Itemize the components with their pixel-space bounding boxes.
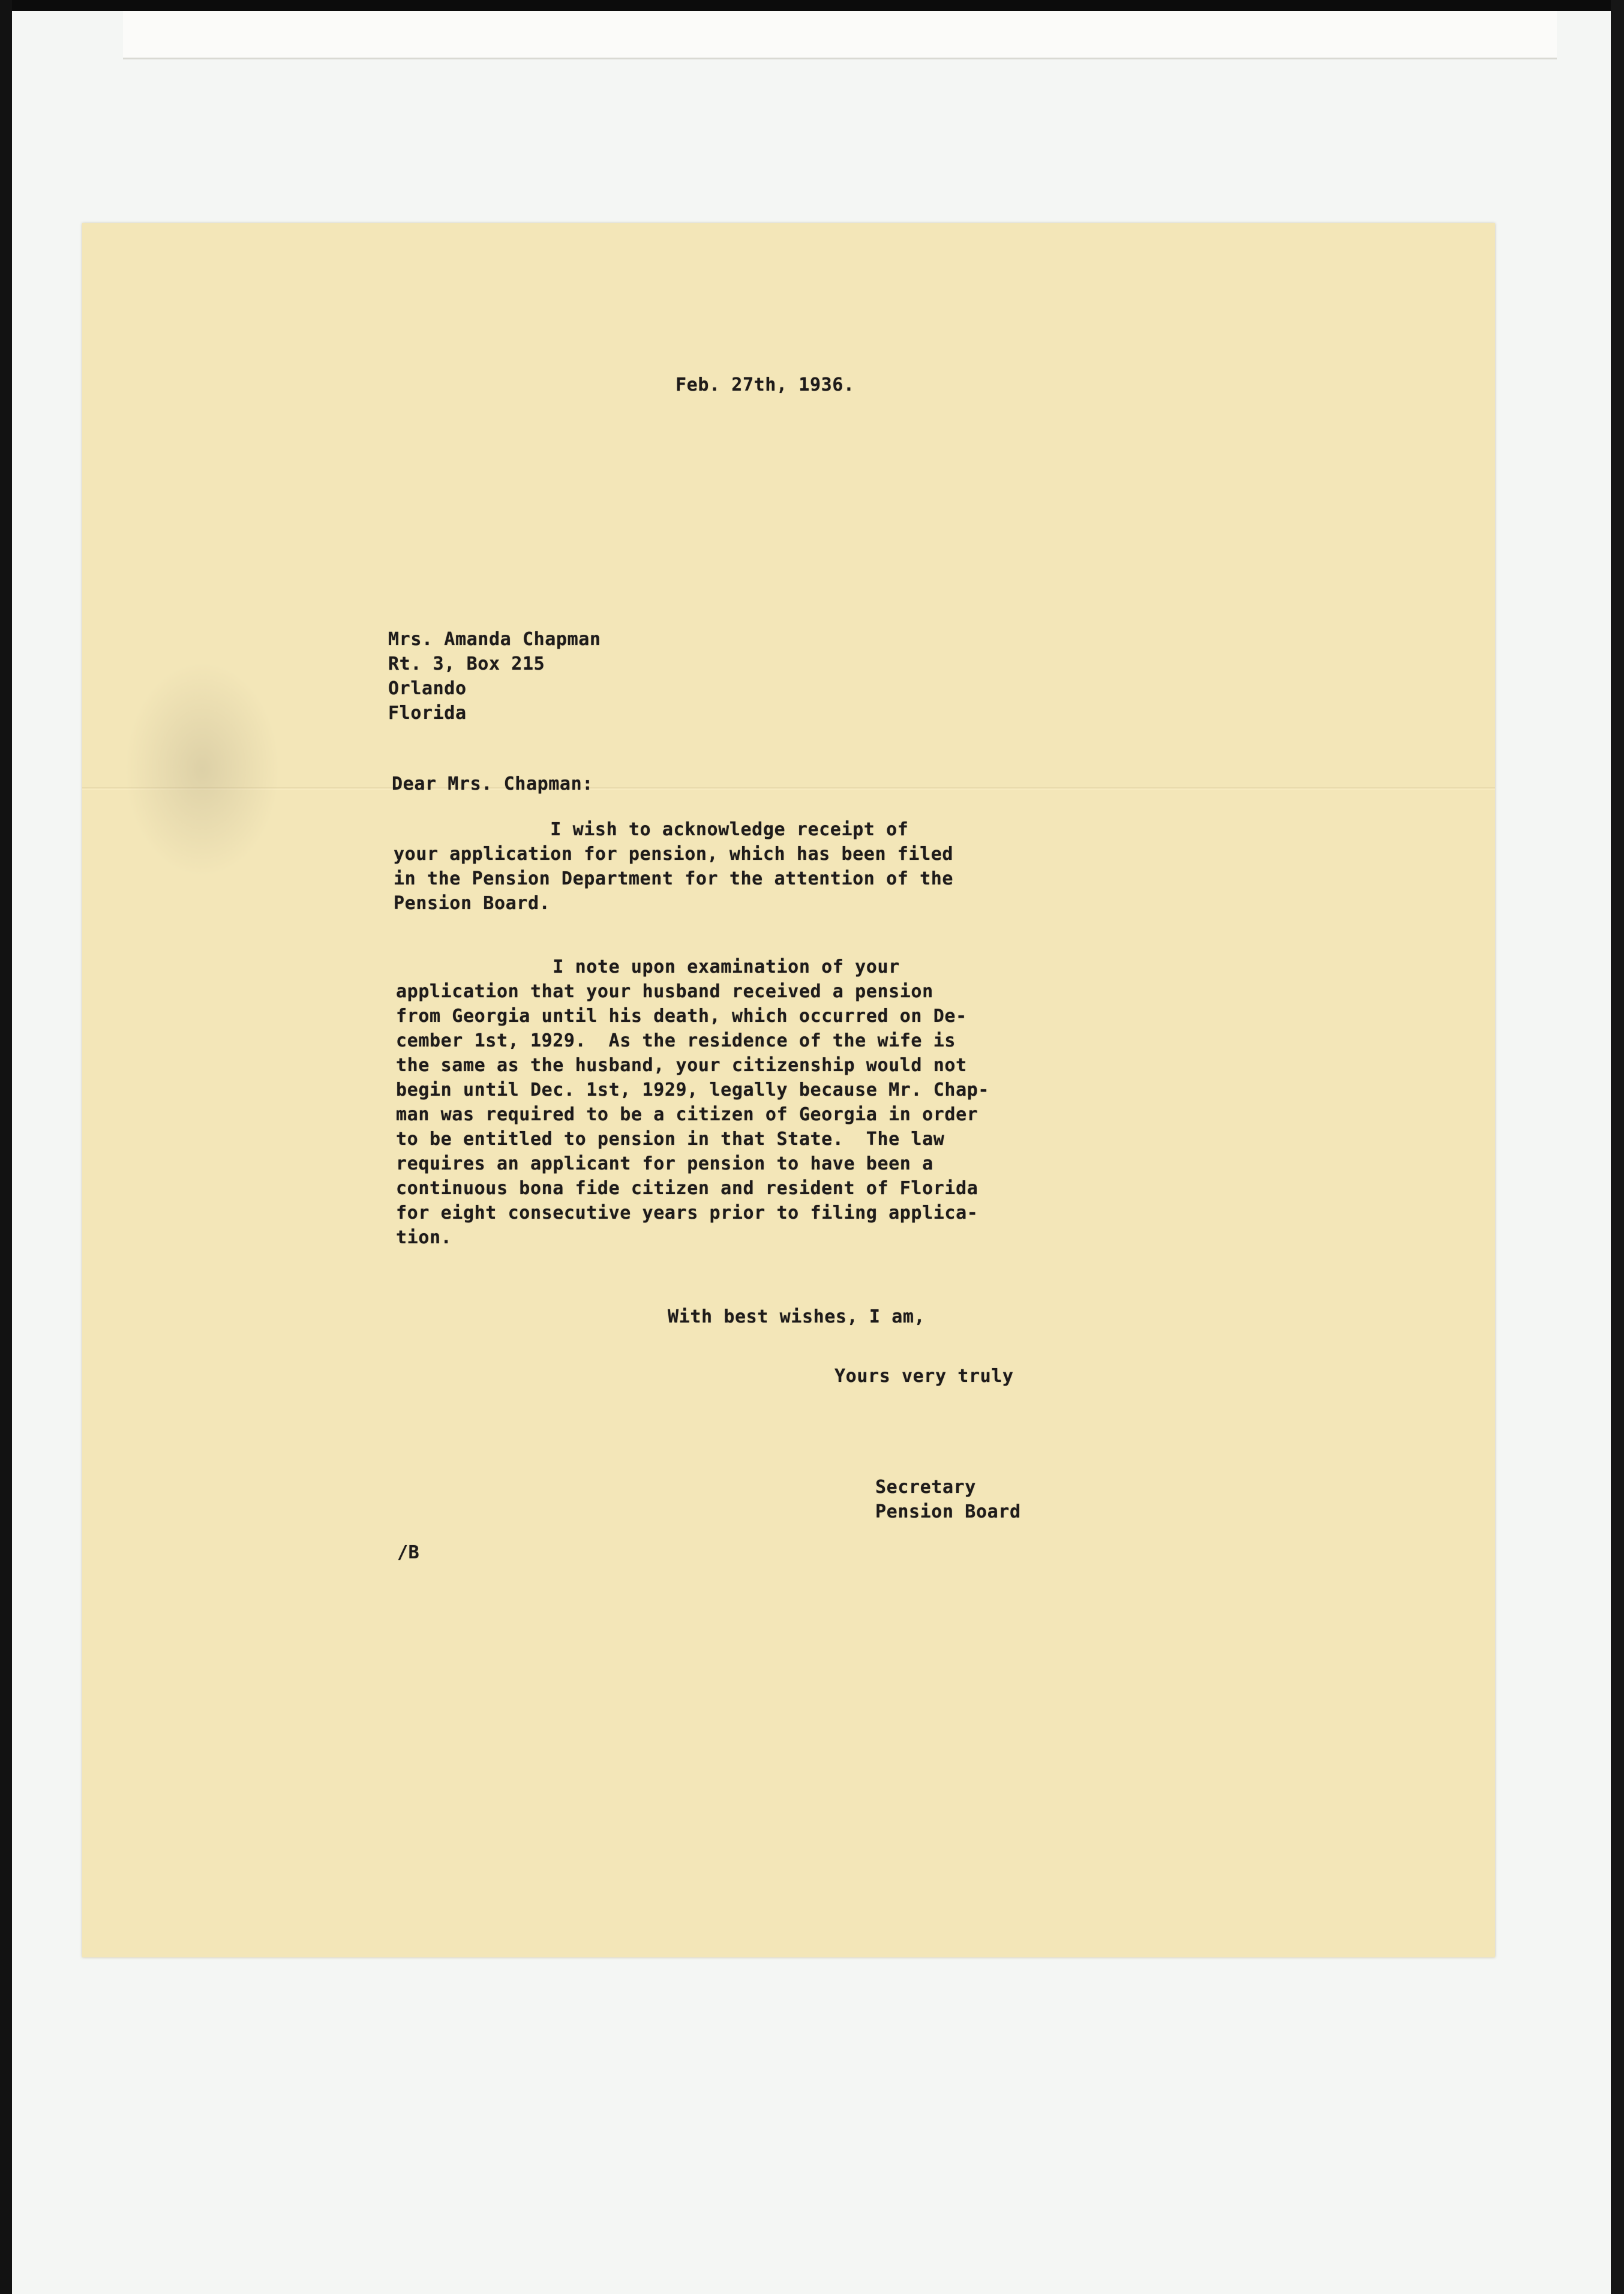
paragraph-line: for eight consecutive years prior to filing applica- <box>396 1203 978 1224</box>
address-line: Orlando <box>388 678 467 699</box>
address-line: Mrs. Amanda Chapman <box>388 629 601 650</box>
address-line: Rt. 3, Box 215 <box>388 653 545 674</box>
signature-organization: Pension Board <box>875 1501 1021 1522</box>
paragraph-line: man was required to be a citizen of Georgia in order <box>396 1104 978 1125</box>
paragraph-line: the same as the husband, your citizenship would not <box>396 1055 967 1076</box>
paragraph-line: begin until Dec. 1st, 1929, legally because Mr. Chap- <box>396 1079 990 1100</box>
signature-title: Secretary <box>875 1477 976 1498</box>
paragraph-line: continuous bona fide citizen and resident of Florida <box>396 1178 978 1199</box>
paragraph-acknowledgement <box>394 817 953 916</box>
underlying-sheet <box>123 11 1557 59</box>
paragraph-line: requires an applicant for pension to have been a <box>396 1153 933 1174</box>
paragraph-examination <box>396 955 989 1250</box>
closing-complimentary: Yours very truly <box>834 1366 1014 1387</box>
salutation: Dear Mrs. Chapman: <box>392 773 593 794</box>
scan-border-top <box>0 0 1624 11</box>
letter-date: Feb. 27th, 1936. <box>676 374 855 395</box>
paragraph-line: I wish to acknowledge receipt of <box>550 819 909 840</box>
address-line: Florida <box>388 703 467 724</box>
recipient-address <box>388 627 601 725</box>
paragraph-line: cember 1st, 1929. As the residence of the wife is <box>396 1030 956 1051</box>
paper-fold <box>82 787 1495 790</box>
paper-smudge <box>124 661 280 877</box>
scan-border-right <box>1611 0 1624 2294</box>
paragraph-line: in the Pension Department for the attention of the <box>394 868 954 889</box>
paragraph-line: I note upon examination of your <box>553 956 900 977</box>
paragraph-line: from Georgia until his death, which occurred on De- <box>396 1006 967 1027</box>
paragraph-line: tion. <box>396 1227 452 1248</box>
paragraph-line: application that your husband received a pension <box>396 981 933 1002</box>
typist-initials: /B <box>397 1542 420 1563</box>
closing-wishes: With best wishes, I am, <box>668 1306 926 1327</box>
paragraph-line: Pension Board. <box>394 893 551 914</box>
paragraph-line: to be entitled to pension in that State. The law <box>396 1129 945 1150</box>
paragraph-line: your application for pension, which has been filed <box>394 844 954 865</box>
signature-block <box>875 1475 1021 1524</box>
scan-border-left <box>0 0 12 2294</box>
